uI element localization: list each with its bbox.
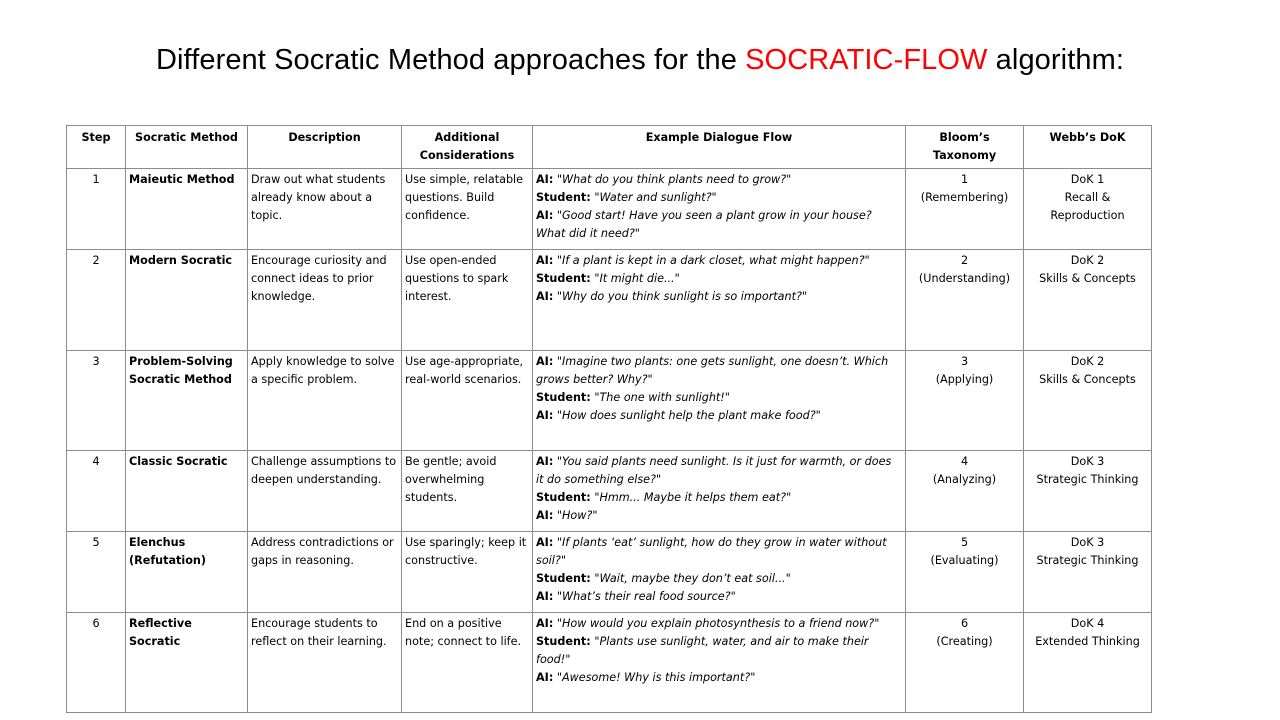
header-description: Description	[248, 126, 402, 169]
speaker-label: Student:	[536, 190, 591, 204]
description-cell: Apply knowledge to solve a specific problem.	[248, 350, 402, 450]
dok-name: Extended Thinking	[1035, 634, 1140, 648]
dialogue-text: "What do you think plants need to grow?"	[556, 172, 792, 186]
step-cell: 2	[67, 249, 126, 350]
bloom-name: (Evaluating)	[930, 553, 999, 567]
bloom-name: (Remembering)	[920, 190, 1009, 204]
speaker-label: Student:	[536, 572, 591, 586]
dialogue-line	[536, 633, 902, 670]
dialogue-text: "What’s their real food source?"	[556, 590, 736, 604]
header-additional-considerations: Additional Considerations	[402, 126, 533, 169]
description-cell: Challenge assumptions to deepen understanding.	[248, 450, 402, 531]
bloom-level: 4	[960, 454, 969, 468]
dok-name: Skills & Concepts	[1039, 271, 1136, 285]
speaker-label: AI:	[536, 509, 554, 523]
step-cell: 5	[67, 531, 126, 612]
dialogue-text: "Imagine two plants: one gets sunlight, one doesn’t. Which grows better? Why?"	[536, 354, 889, 386]
speaker-label: AI:	[536, 354, 554, 368]
method-cell: Maieutic Method	[126, 168, 248, 249]
description-cell: Address contradictions or gaps in reasoning.	[248, 531, 402, 612]
dialogue-line	[536, 534, 902, 571]
bloom-cell	[906, 249, 1024, 350]
dialogue-text: "If plants ‘eat’ sunlight, how do they grow in water without soil?"	[536, 535, 887, 567]
bloom-level: 3	[960, 354, 969, 368]
dialogue-line	[536, 407, 902, 425]
considerations-cell: Use open-ended questions to spark interest.	[402, 249, 533, 350]
dialogue-line	[536, 389, 902, 407]
description-cell: Draw out what students already know about a topic.	[248, 168, 402, 249]
dok-level: DoK 2	[1070, 354, 1105, 368]
dok-level: DoK 3	[1070, 535, 1105, 549]
dialogue-line	[536, 288, 902, 306]
considerations-cell: Use sparingly; keep it constructive.	[402, 531, 533, 612]
dialogue-line	[536, 588, 902, 606]
dialogue-text: "You said plants need sunlight. Is it just for warmth, or does it do something else?"	[536, 454, 892, 486]
description-cell: Encourage curiosity and connect ideas to prior knowledge.	[248, 249, 402, 350]
dialogue-line	[536, 669, 902, 687]
dok-cell	[1024, 168, 1152, 249]
title-prefix: Different Socratic Method approaches for the	[155, 44, 746, 76]
dialogue-line	[536, 489, 902, 507]
bloom-level: 5	[960, 535, 969, 549]
dialogue-text: "The one with sunlight!"	[594, 391, 730, 405]
bloom-level: 1	[960, 172, 969, 186]
page-title	[0, 44, 1280, 77]
table-row	[67, 350, 1152, 450]
step-cell: 4	[67, 450, 126, 531]
dialogue-text: "How would you explain photosynthesis to a friend now?"	[556, 616, 880, 630]
speaker-label: AI:	[536, 454, 554, 468]
table-row	[67, 531, 1152, 612]
bloom-level: 2	[960, 253, 969, 267]
considerations-cell: Use simple, relatable questions. Build confidence.	[402, 168, 533, 249]
dialogue-cell	[533, 168, 906, 249]
dok-cell	[1024, 612, 1152, 712]
dok-level: DoK 3	[1070, 454, 1105, 468]
header-blooms-taxonomy: Bloom’s Taxonomy	[906, 126, 1024, 169]
header-example-dialogue-flow: Example Dialogue Flow	[533, 126, 906, 169]
bloom-cell	[906, 612, 1024, 712]
table-header-row	[67, 126, 1152, 169]
dialogue-text: "It might die..."	[594, 271, 680, 285]
bloom-name: (Applying)	[935, 372, 994, 386]
dok-cell	[1024, 350, 1152, 450]
dialogue-line	[536, 353, 902, 390]
speaker-label: AI:	[536, 172, 554, 186]
bloom-cell	[906, 350, 1024, 450]
method-cell: Classic Socratic	[126, 450, 248, 531]
table-row	[67, 612, 1152, 712]
dok-name: Strategic Thinking	[1036, 553, 1139, 567]
header-socratic-method: Socratic Method	[126, 126, 248, 169]
title-highlight: SOCRATIC-FLOW	[745, 44, 988, 76]
speaker-label: Student:	[536, 391, 591, 405]
method-cell: Problem-Solving Socratic Method	[126, 350, 248, 450]
method-cell: Modern Socratic	[126, 249, 248, 350]
dialogue-text: "Plants use sunlight, water, and air to make their food!"	[536, 634, 869, 667]
dok-name: Strategic Thinking	[1036, 472, 1139, 486]
dialogue-line	[536, 171, 902, 189]
considerations-cell: End on a positive note; connect to life.	[402, 612, 533, 712]
speaker-label: Student:	[536, 491, 591, 505]
dok-cell	[1024, 249, 1152, 350]
speaker-label: Student:	[536, 634, 591, 648]
speaker-label: AI:	[536, 409, 554, 423]
dialogue-cell	[533, 450, 906, 531]
method-cell: Elenchus (Refutation)	[126, 531, 248, 612]
dialogue-cell	[533, 350, 906, 450]
bloom-level: 6	[960, 616, 969, 630]
dialogue-cell	[533, 612, 906, 712]
dok-level: DoK 1	[1070, 172, 1105, 186]
speaker-label: AI:	[536, 616, 554, 630]
dok-level: DoK 4	[1070, 616, 1105, 630]
dok-name: Recall & Reproduction	[1050, 190, 1125, 223]
dialogue-line	[536, 252, 902, 270]
speaker-label: AI:	[536, 253, 554, 267]
dialogue-cell	[533, 249, 906, 350]
dialogue-text: "Why do you think sunlight is so important?"	[556, 290, 808, 304]
dialogue-line	[536, 207, 902, 244]
bloom-name: (Creating)	[936, 634, 993, 648]
dialogue-text: "Good start! Have you seen a plant grow in your house? What did it need?"	[536, 209, 872, 241]
bloom-name: (Analyzing)	[932, 472, 997, 486]
dialogue-cell	[533, 531, 906, 612]
table-row	[67, 168, 1152, 249]
dialogue-line	[536, 270, 902, 288]
dialogue-text: "If a plant is kept in a dark closet, what might happen?"	[556, 253, 870, 267]
speaker-label: AI:	[536, 535, 554, 549]
dialogue-text: "How?"	[556, 509, 598, 523]
table-row	[67, 249, 1152, 350]
step-cell: 3	[67, 350, 126, 450]
method-cell: Reflective Socratic	[126, 612, 248, 712]
dialogue-line	[536, 507, 902, 525]
speaker-label: AI:	[536, 671, 554, 685]
title-suffix: algorithm:	[987, 44, 1125, 76]
dok-cell	[1024, 531, 1152, 612]
table-row	[67, 450, 1152, 531]
speaker-label: AI:	[536, 590, 554, 604]
dok-cell	[1024, 450, 1152, 531]
dialogue-text: "Wait, maybe they don’t eat soil..."	[594, 572, 791, 586]
dialogue-line	[536, 615, 902, 633]
dialogue-text: "Hmm... Maybe it helps them eat?"	[594, 491, 792, 505]
dialogue-text: "How does sunlight help the plant make food?"	[556, 409, 821, 423]
speaker-label: Student:	[536, 271, 591, 285]
bloom-cell	[906, 168, 1024, 249]
dialogue-line	[536, 570, 902, 588]
dok-name: Skills & Concepts	[1039, 372, 1136, 386]
description-cell: Encourage students to reflect on their learning.	[248, 612, 402, 712]
dialogue-text: "Water and sunlight?"	[594, 190, 717, 204]
step-cell: 6	[67, 612, 126, 712]
speaker-label: AI:	[536, 290, 554, 304]
header-webbs-dok: Webb’s DoK	[1024, 126, 1152, 169]
dok-level: DoK 2	[1070, 253, 1105, 267]
dialogue-line	[536, 189, 902, 207]
header-step: Step	[67, 126, 126, 169]
considerations-cell: Be gentle; avoid overwhelming students.	[402, 450, 533, 531]
socratic-methods-table	[66, 125, 1152, 713]
bloom-name: (Understanding)	[918, 271, 1011, 285]
step-cell: 1	[67, 168, 126, 249]
considerations-cell: Use age-appropriate, real-world scenarios.	[402, 350, 533, 450]
bloom-cell	[906, 531, 1024, 612]
dialogue-text: "Awesome! Why is this important?"	[556, 671, 756, 685]
speaker-label: AI:	[536, 209, 554, 223]
bloom-cell	[906, 450, 1024, 531]
dialogue-line	[536, 453, 902, 490]
